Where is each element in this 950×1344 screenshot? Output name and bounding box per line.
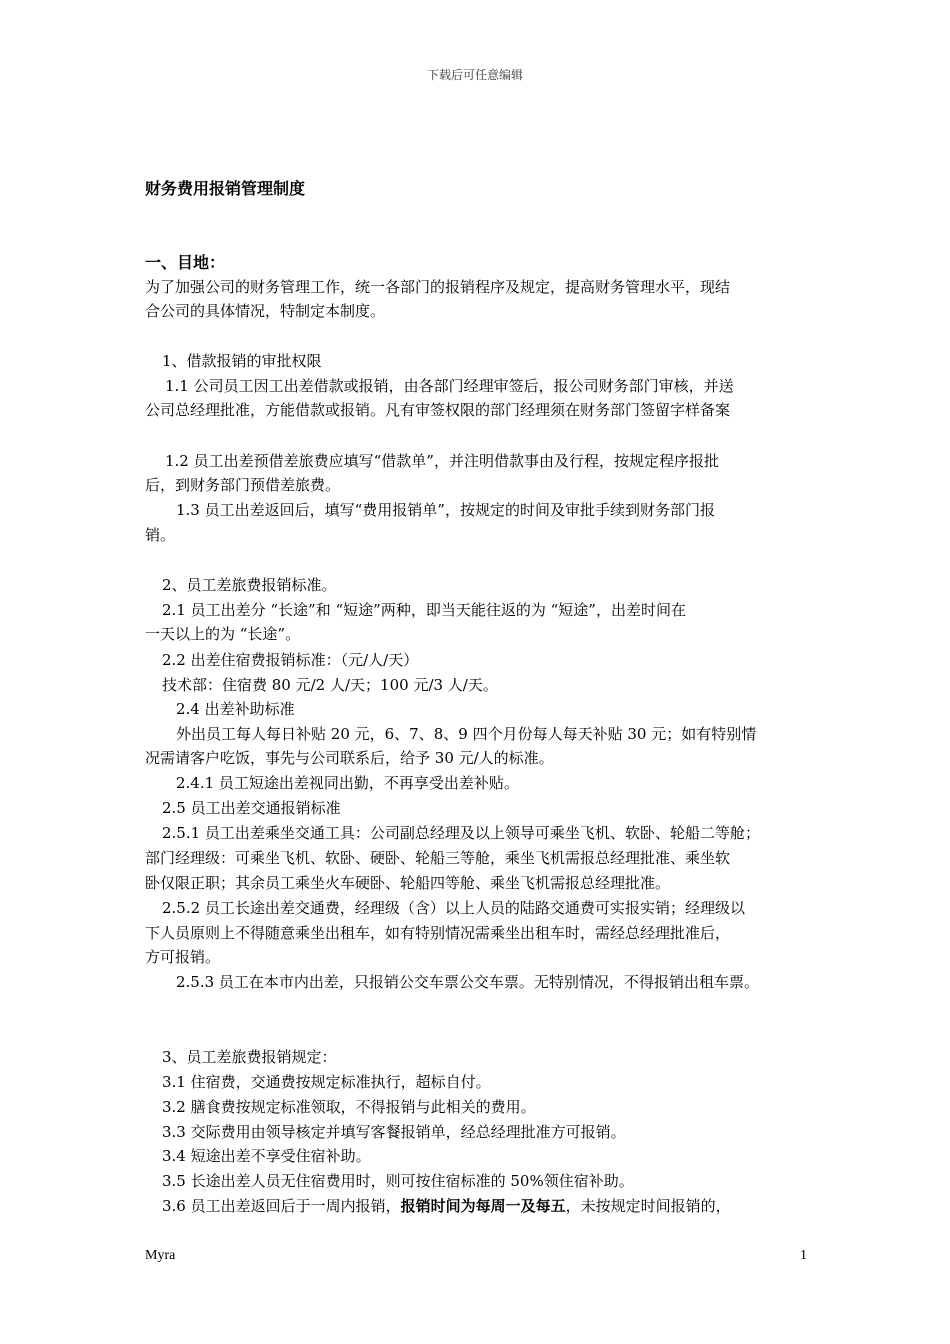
clause-1-2-line-2: 后，到财务部门预借差旅费。 — [145, 476, 341, 494]
clause-2-5-2-line-2: 下人员原则上不得随意乘坐出租车，如有特别情况需乘坐出租车时，需经总经理批准后， — [145, 924, 731, 942]
clause-2-5-1-line-3: 卧仅限正职；其余员工乘坐火车硬卧、轮船四等舱、乘坐飞机需报总经理批准。 — [145, 874, 671, 892]
clause-2-1-line-1: 2.1 员工出差分 “长途”和 “短途”两种，即当天能往返的为 “短途”，出差时间在 — [162, 601, 686, 619]
clause-2-4: 2.4 出差补助标准 — [176, 700, 295, 718]
clause-3-heading: 3、员工差旅费报销规定： — [162, 1048, 337, 1066]
clause-2-5-1-line-1: 2.5.1 员工出差乘坐交通工具：公司副总经理及以上领导可乘坐飞机、软卧、轮船二等舱； — [162, 824, 760, 842]
clause-2-4-1: 2.4.1 员工短途出差视同出勤，不再享受出差补贴。 — [176, 774, 519, 792]
clause-3-5: 3.5 长途出差人员无住宿费用时，则可按住宿标准的 50%领住宿补助。 — [162, 1172, 634, 1190]
intro-line-2: 合公司的具体情况，特制定本制度。 — [145, 302, 386, 320]
clause-2-heading: 2、员工差旅费报销标准。 — [162, 576, 337, 594]
clause-3-6-post: ，未按规定时间报销的， — [565, 1197, 731, 1215]
clause-3-3: 3.3 交际费用由领导核定并填写客餐报销单，经总经理批准方可报销。 — [162, 1123, 626, 1141]
page-number: 1 — [800, 1248, 807, 1263]
clause-1-3-line-1: 1.3 员工出差返回后，填写“费用报销单”，按规定的时间及审批手续到财务部门报 — [176, 501, 715, 519]
clause-2-5: 2.5 员工出差交通报销标准 — [162, 799, 341, 817]
footer-author: Myra — [145, 1248, 176, 1263]
clause-2-4-text-line-2: 况需请客户吃饭，事先与公司联系后，给予 30 元/人的标准。 — [145, 749, 554, 767]
clause-1-3-line-2: 销。 — [145, 526, 176, 544]
intro-line-1: 为了加强公司的财务管理工作，统一各部门的报销程序及规定，提高财务管理水平，现结 — [145, 278, 731, 296]
clause-2-5-1-line-2: 部门经理级：可乘坐飞机、软卧、硬卧、轮船三等舱，乘坐飞机需报总经理批准、乘坐软 — [145, 849, 731, 867]
clause-1-heading: 1、借款报销的审批权限 — [162, 352, 322, 370]
clause-1-1-line-2: 公司总经理批准，方能借款或报销。凡有审签权限的部门经理须在财务部门签留字样备案 — [145, 401, 731, 419]
clause-3-6-pre: 3.6 员工出差返回后于一周内报销， — [162, 1197, 401, 1215]
clause-3-4: 3.4 短途出差不享受住宿补助。 — [162, 1147, 371, 1165]
clause-2-2: 2.2 出差住宿费报销标准：（元/人/天） — [162, 651, 419, 669]
clause-3-6 — [162, 1194, 834, 1218]
clause-2-5-2-line-3: 方可报销。 — [145, 948, 221, 966]
clause-2-2-tech: 技术部：住宿费 80 元/2 人/天；100 元/3 人/天。 — [162, 676, 498, 694]
clause-3-2: 3.2 膳食费按规定标准领取，不得报销与此相关的费用。 — [162, 1098, 536, 1116]
section-heading-purpose: 一、目地： — [145, 253, 226, 272]
clause-2-5-3: 2.5.3 员工在本市内出差，只报销公交车票公交车票。无特别情况，不得报销出租车票。 — [176, 973, 759, 991]
document-title: 财务费用报销管理制度 — [145, 179, 306, 198]
clause-2-4-text-line-1: 外出员工每人每日补贴 20 元，6、7、8、9 四个月份每人每天补贴 30 元；如有特别情 — [176, 725, 757, 743]
clause-2-1-line-2: 一天以上的为 “长途”。 — [145, 625, 301, 643]
clause-2-5-2-line-1: 2.5.2 员工长途出差交通费，经理级（含）以上人员的陆路交通费可实报实销；经理级以 — [162, 899, 745, 917]
clause-1-2-line-1: 1.2 员工出差预借差旅费应填写“借款单”，并注明借款事由及行程，按规定程序报批 — [165, 452, 719, 470]
header-note: 下载后可任意编辑 — [426, 68, 523, 82]
clause-3-1: 3.1 住宿费，交通费按规定标准执行，超标自付。 — [162, 1073, 491, 1091]
clause-3-6-bold: 报销时间为每周一及每五 — [400, 1197, 566, 1215]
clause-1-1-line-1: 1.1 公司员工因工出差借款或报销，由各部门经理审签后，报公司财务部门审核，并送 — [165, 377, 734, 395]
